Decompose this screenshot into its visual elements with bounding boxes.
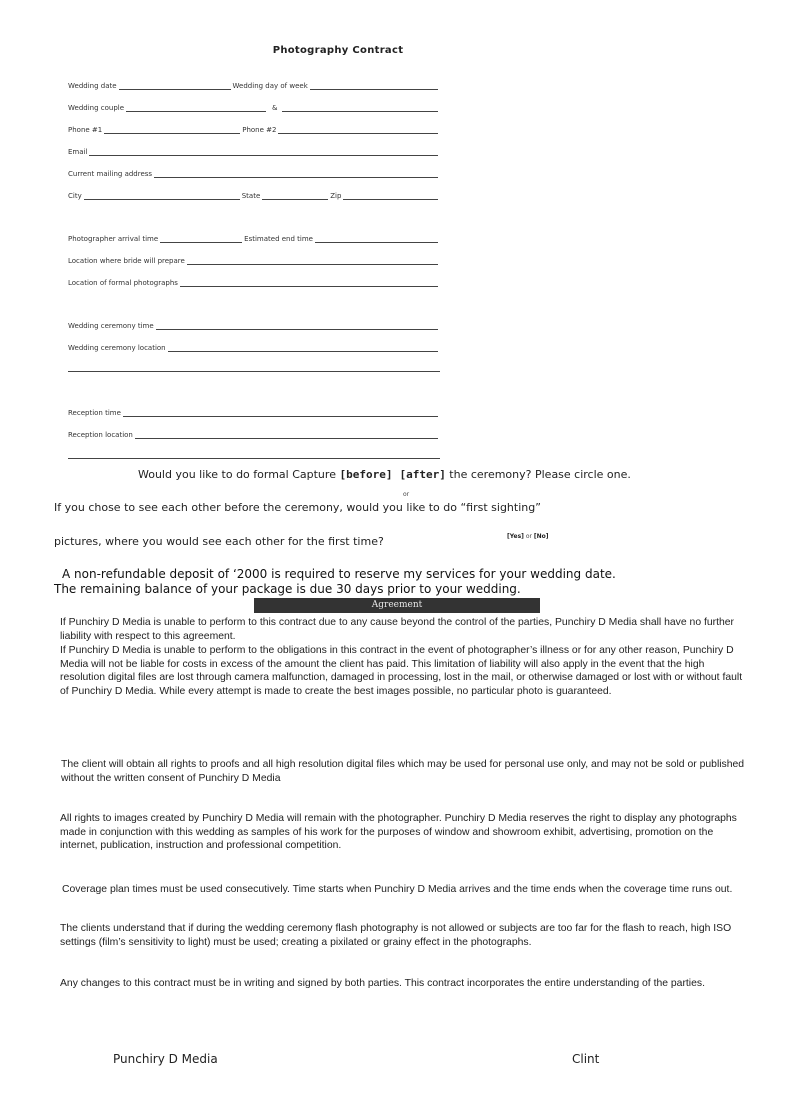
wedding-day-label: Wedding day of week <box>232 82 308 90</box>
agreement-paragraph-6: The clients understand that if during the wedding ceremony flash photography is not allowed or subjects are too far for the flash to reach, high ISO settings (film’s sensitivity to light) must be used; creating a pixilated or grainy effect in the photographs. <box>60 923 732 948</box>
reception-location-field[interactable] <box>135 430 438 439</box>
city-state-zip-row <box>68 188 440 200</box>
reception-location-label: Reception location <box>68 431 133 439</box>
before-option[interactable]: [before] <box>339 468 393 481</box>
time-row <box>68 231 440 243</box>
reception-location-extra-line[interactable] <box>68 458 440 459</box>
city-label: City <box>68 192 82 200</box>
arrival-time-label: Photographer arrival time <box>68 235 159 243</box>
wedding-couple-row <box>68 100 440 112</box>
mailing-address-field[interactable] <box>154 169 438 178</box>
after-option[interactable]: [after] <box>399 468 446 481</box>
formal-photos-field[interactable] <box>180 278 438 287</box>
ceremony-location-row <box>68 340 440 352</box>
ceremony-time-row <box>68 318 440 330</box>
bride-prepare-label: Location where bride will prepare <box>68 257 185 265</box>
reception-time-label: Reception time <box>68 409 121 417</box>
agreement-header: Agreement <box>254 598 540 613</box>
agreement-paragraph-5: Coverage plan times must be used consecutively. Time starts when Punchiry D Media arrives and the time ends when the coverage time runs out. <box>62 884 733 895</box>
city-field[interactable] <box>84 191 240 200</box>
mailing-address-row <box>68 166 440 178</box>
ceremony-time-label: Wedding ceremony time <box>68 322 154 330</box>
yes-option[interactable]: [Yes] <box>507 533 524 540</box>
agreement-paragraph-1: If Punchiry D Media is unable to perform to this contract due to any cause beyond the control of the parties, Punchiry D Media shall have no further liability with respect to this agreement. <box>60 617 735 642</box>
formal-capture-text: Would you like to do formal Capture <box>138 468 340 481</box>
wedding-date-field[interactable] <box>119 81 231 90</box>
formal-photos-label: Location of formal photographs <box>68 279 178 287</box>
formal-capture-text-end: the ceremony? Please circle one. <box>445 468 631 481</box>
end-time-field[interactable] <box>315 234 438 243</box>
bride-prepare-row <box>68 253 440 265</box>
agreement-paragraph-4: All rights to images created by Punchiry D Media will remain with the photographer. Punchiry D Media reserves the right to display any photographs made in conjunction with this wedding as samples of his work for the purposes of window and showroom exhibit, advertising, promotion on the internet, publication, instruction and professional competition. <box>60 813 737 852</box>
deposit-line1: A non-refundable deposit of ʻ2000 is required to reserve my services for your wedding date. <box>62 567 616 581</box>
formal-photos-row <box>68 275 440 287</box>
wedding-couple-label: Wedding couple <box>68 104 125 112</box>
phone1-field[interactable] <box>104 125 240 134</box>
wedding-day-field[interactable] <box>310 81 438 90</box>
agreement-paragraph-2: If Punchiry D Media is unable to perform to the obligations in this contract in the event of photographer’s illness or for any other reason, Punchiry D Media will not be liable for costs in excess of the amount the client has paid. This limitation of liability will also apply in the event that the high resolution digital files are lost through camera malfunction, damaged in processing, lost in the mail, or otherwise damaged or lost with or without fault of Punchiry D Media. While every attempt is made to create the best images possible, no particular photo is guaranteed. <box>60 645 743 697</box>
reception-time-row <box>68 405 440 417</box>
ceremony-location-extra-line[interactable] <box>68 371 440 372</box>
zip-field[interactable] <box>343 191 438 200</box>
partner-two-field[interactable] <box>282 103 439 112</box>
formal-capture-question <box>138 468 631 481</box>
no-option[interactable]: [No] <box>533 533 549 540</box>
ceremony-location-label: Wedding ceremony location <box>68 344 166 352</box>
photographer-signature-label: Punchiry D Media <box>113 1052 218 1066</box>
zip-label: Zip <box>330 192 342 200</box>
arrival-time-field[interactable] <box>160 234 242 243</box>
or-small-label: or <box>403 491 410 498</box>
yes-no-options <box>507 533 549 540</box>
end-time-label: Estimated end time <box>244 235 313 243</box>
reception-location-row <box>68 427 440 439</box>
wedding-date-row <box>68 78 440 90</box>
email-label: Email <box>68 148 88 156</box>
or-label: or <box>525 533 532 540</box>
reception-time-field[interactable] <box>123 408 438 417</box>
phone2-label: Phone #2 <box>242 126 277 134</box>
ampersand-label: & <box>272 104 278 112</box>
agreement-paragraph-3: The client will obtain all rights to proofs and all high resolution digital files which may be used for personal use only, and may not be sold or published without the written consent of Punchiry D Media <box>61 759 745 784</box>
phone2-field[interactable] <box>278 125 438 134</box>
state-label: State <box>241 192 261 200</box>
first-sighting-question-line1: If you chose to see each other before the ceremony, would you like to do “first sighting” <box>54 501 541 514</box>
wedding-date-label: Wedding date <box>68 82 117 90</box>
ceremony-time-field[interactable] <box>156 321 438 330</box>
page-title: Photography Contract <box>272 45 404 56</box>
phone-row <box>68 122 440 134</box>
ceremony-location-field[interactable] <box>168 343 438 352</box>
phone1-label: Phone #1 <box>68 126 103 134</box>
email-field[interactable] <box>89 147 438 156</box>
deposit-line2: The remaining balance of your package is due 30 days prior to your wedding. <box>54 582 521 596</box>
mailing-address-label: Current mailing address <box>68 170 153 178</box>
agreement-paragraph-7: Any changes to this contract must be in writing and signed by both parties. This contract incorporates the entire understanding of the parties. <box>60 978 705 989</box>
state-field[interactable] <box>262 191 328 200</box>
first-sighting-question-line2: pictures, where you would see each other for the first time? <box>54 535 384 548</box>
bride-prepare-field[interactable] <box>187 256 438 265</box>
client-signature-label: Clint <box>572 1052 600 1066</box>
partner-one-field[interactable] <box>126 103 266 112</box>
email-row <box>68 144 440 156</box>
